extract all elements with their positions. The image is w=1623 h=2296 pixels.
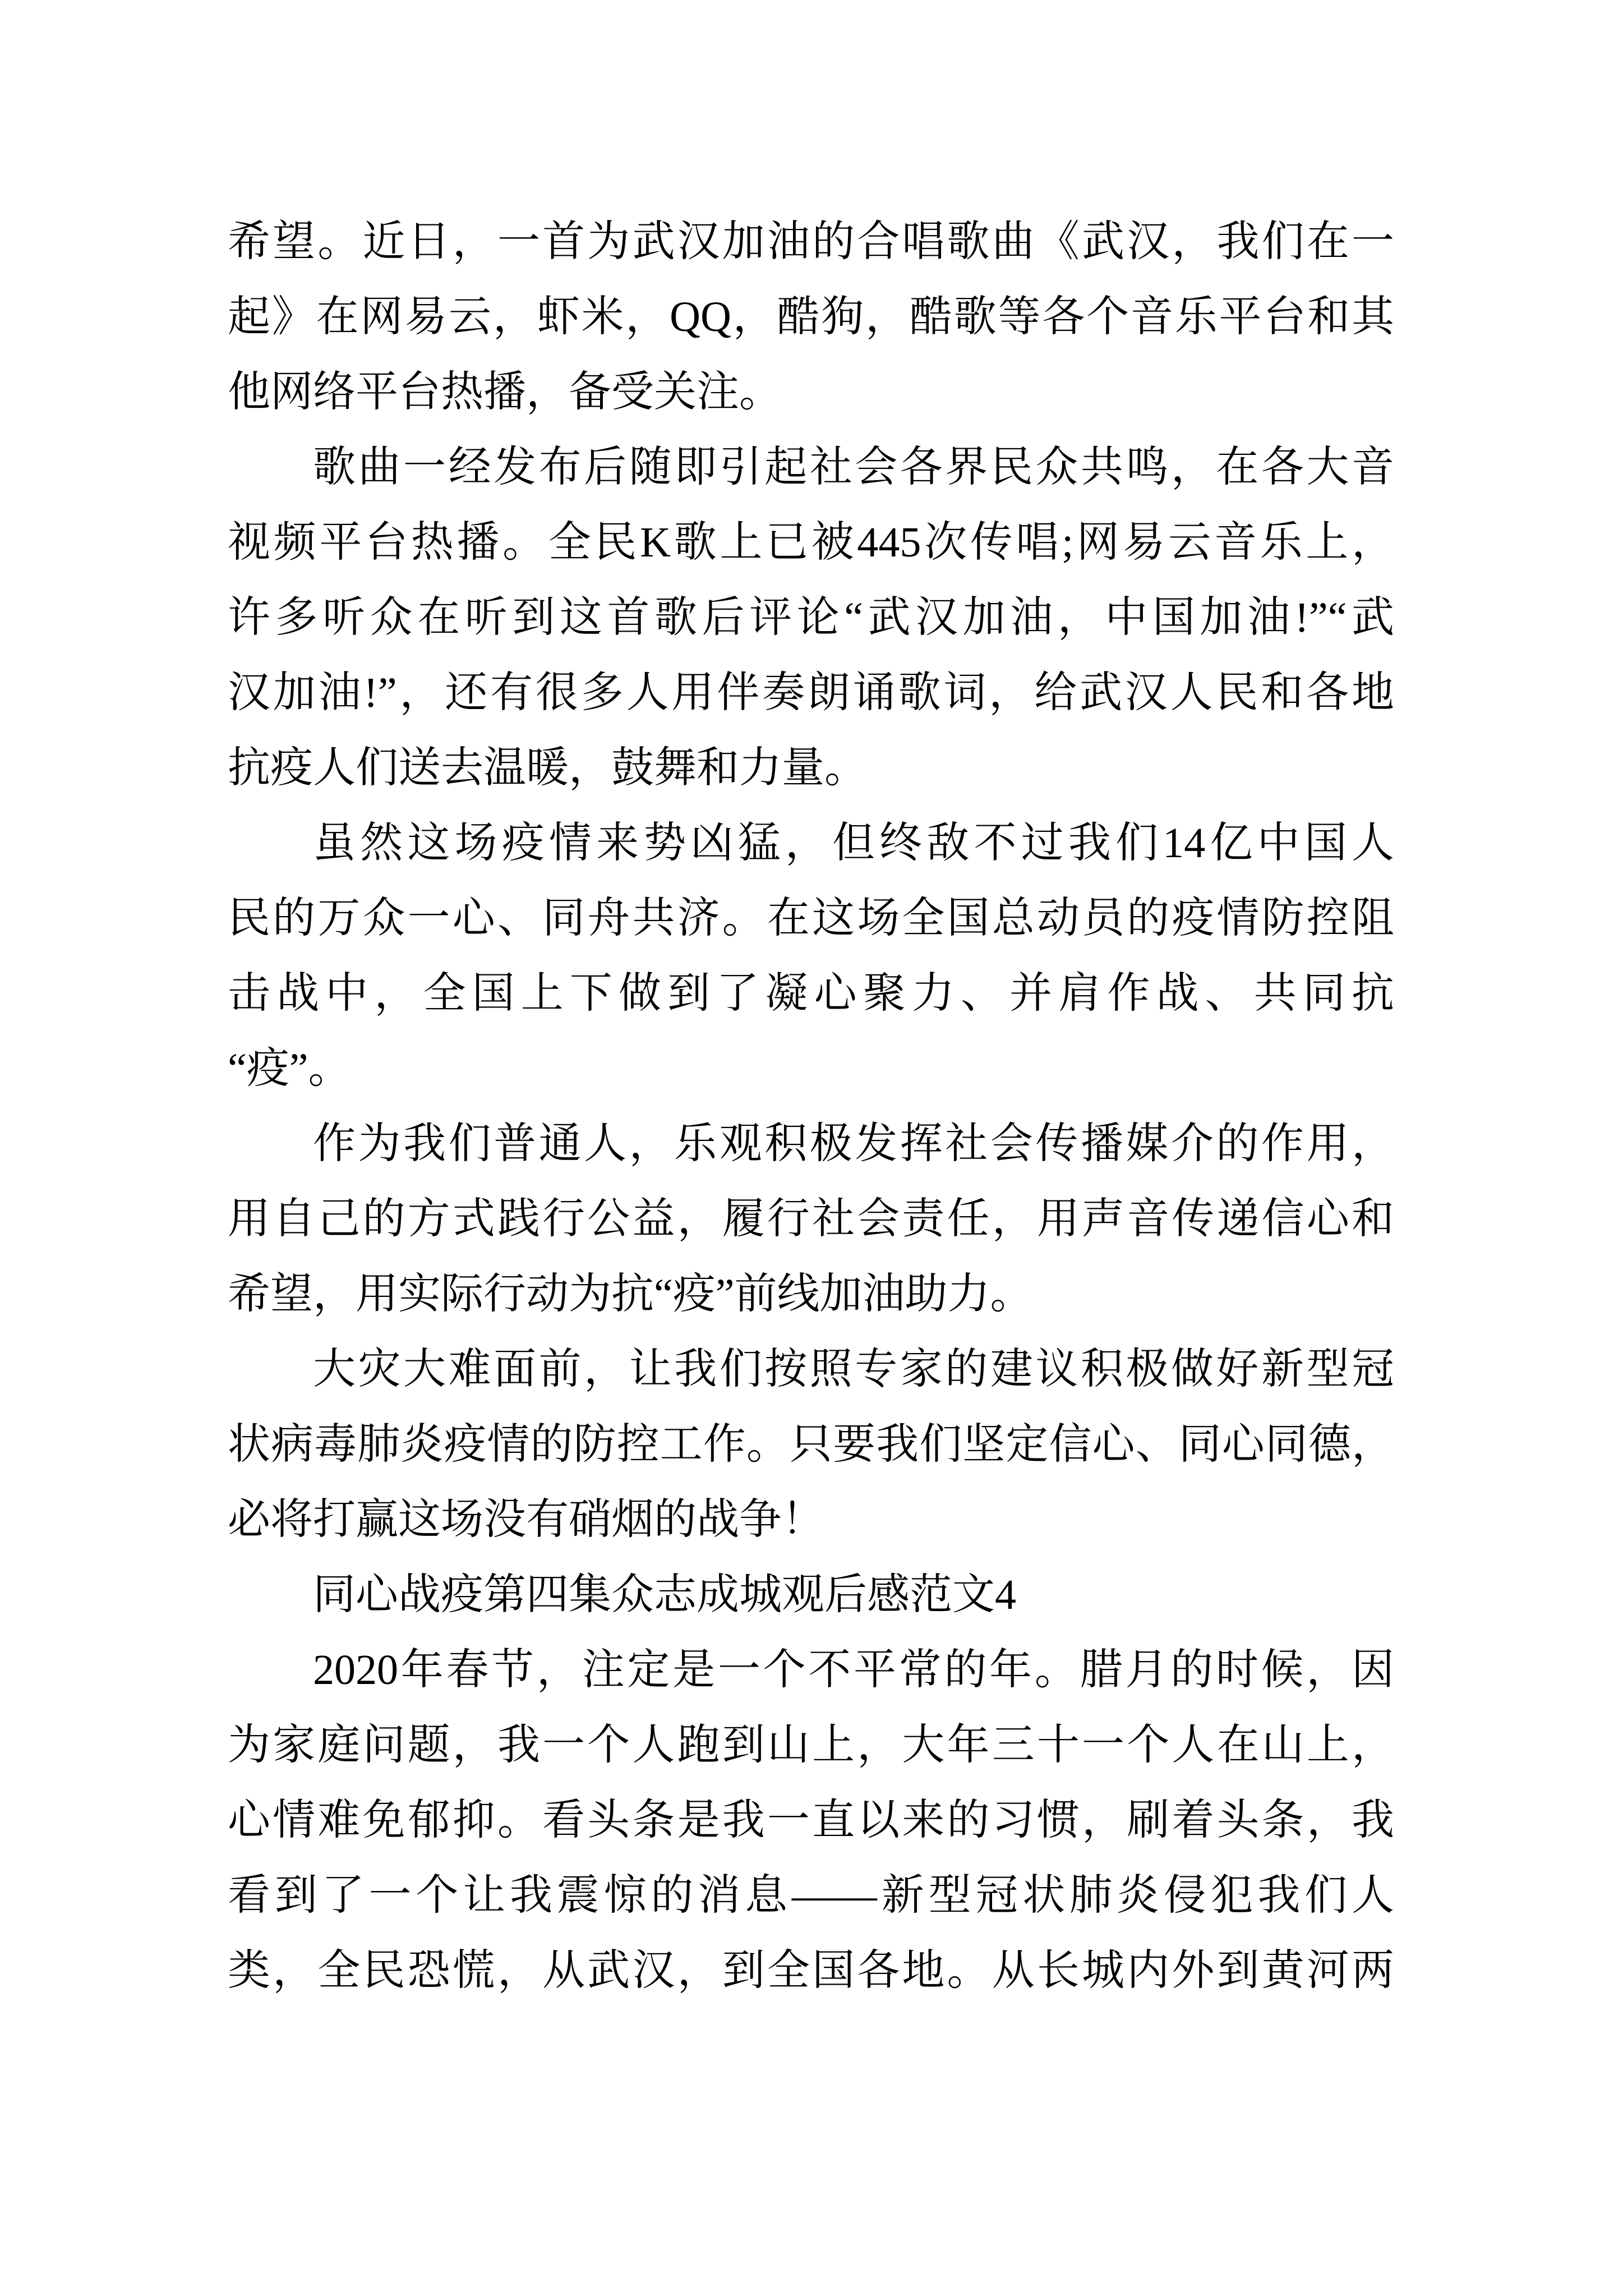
text-line: 民的万众一心、同舟共济。在这场全国总动员的疫情防控阻 — [228, 895, 1394, 942]
text-line: 类，全民恐慌，从武汉，到全国各地。从长城内外到黄河两 — [228, 1947, 1394, 1994]
text-line: 击战中，全国上下做到了凝心聚力、并肩作战、共同抗 — [228, 970, 1394, 1017]
heading-line: 同心战疫第四集众志成城观后感范文4 — [313, 1571, 1016, 1618]
text-line: 必将打赢这场没有硝烟的战争！ — [228, 1496, 824, 1543]
text-line: 为家庭问题，我一个人跑到山上，大年三十一个人在山上， — [228, 1722, 1394, 1769]
text-line: 起》在网易云，虾米，QQ，酷狗，酷歌等各个音乐平台和其 — [228, 293, 1394, 341]
text-line: 视频平台热播。全民K歌上已被445次传唱;网易云音乐上， — [228, 519, 1394, 566]
text-line: 许多听众在听到这首歌后评论“武汉加油，中国加油!”“武 — [228, 594, 1394, 641]
text-line: 希望，用实际行动为抗“疫”前线加油助力。 — [228, 1271, 1033, 1318]
text-line: 大灾大难面前，让我们按照专家的建议积极做好新型冠 — [313, 1346, 1394, 1393]
text-line: 虽然这场疫情来势凶猛，但终敌不过我们14亿中国人 — [313, 820, 1394, 867]
document-text — [228, 204, 1394, 2008]
text-line: 汉加油!”，还有很多人用伴奏朗诵歌词，给武汉人民和各地 — [228, 669, 1394, 716]
text-line: “疫”。 — [228, 1045, 351, 1092]
text-line: 心情难免郁抑。看头条是我一直以来的习惯，刷着头条，我 — [228, 1797, 1394, 1844]
text-line: 2020年春节，注定是一个不平常的年。腊月的时候，因 — [313, 1646, 1394, 1694]
text-line: 抗疫人们送去温暖，鼓舞和力量。 — [228, 744, 867, 792]
text-line: 看到了一个让我震惊的消息——新型冠状肺炎侵犯我们人 — [228, 1872, 1394, 1919]
text-line: 希望。近日，一首为武汉加油的合唱歌曲《武汉，我们在一 — [228, 218, 1394, 265]
text-line: 状病毒肺炎疫情的防控工作。只要我们坚定信心、同心同德， — [228, 1421, 1394, 1468]
text-line: 作为我们普通人，乐观积极发挥社会传播媒介的作用， — [313, 1120, 1394, 1167]
text-line: 歌曲一经发布后随即引起社会各界民众共鸣，在各大音 — [313, 444, 1394, 491]
text-line: 用自己的方式践行公益，履行社会责任，用声音传递信心和 — [228, 1195, 1394, 1243]
text-line: 他网络平台热播，备受关注。 — [228, 369, 782, 416]
